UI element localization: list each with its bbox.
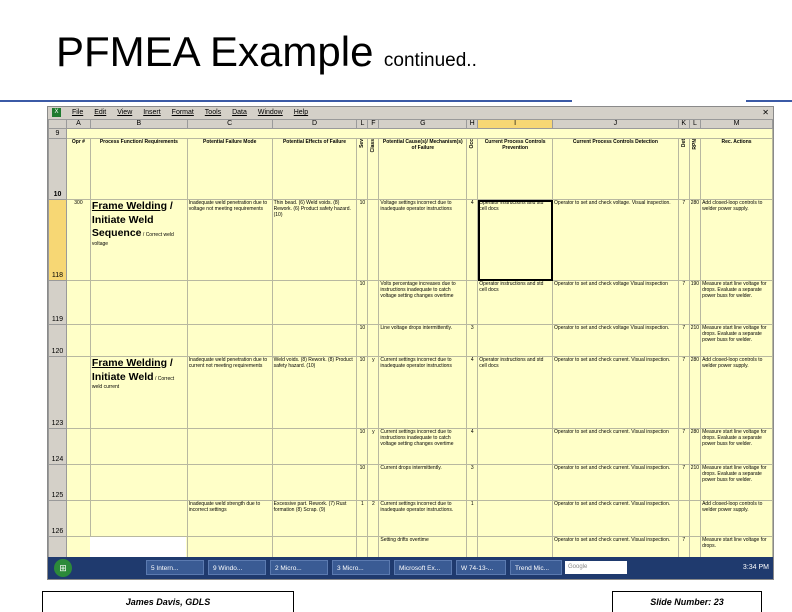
action-cell[interactable]: Add closed-loop controls to welder power supply. xyxy=(701,501,773,537)
col-header-m[interactable]: M xyxy=(701,120,773,129)
op-cell[interactable] xyxy=(66,429,90,465)
col-header-d[interactable]: D xyxy=(272,120,357,129)
table-row xyxy=(49,501,773,537)
process-function-cell[interactable] xyxy=(90,325,187,357)
header-actions[interactable]: Rec. Actions xyxy=(701,139,773,200)
column-header-row xyxy=(49,120,773,129)
sev-cell[interactable]: 10 xyxy=(357,325,368,357)
col-header-h[interactable]: H xyxy=(467,120,478,129)
start-button[interactable]: ⊞ xyxy=(54,559,72,577)
failure-mode-cell[interactable] xyxy=(187,325,272,357)
col-header-f[interactable]: F xyxy=(368,120,379,129)
row-number[interactable]: 123 xyxy=(49,357,67,429)
row-number[interactable]: 124 xyxy=(49,429,67,465)
process-function-cell[interactable] xyxy=(90,200,187,281)
cause-cell[interactable]: Volts percentage increases due to instructions inadequate to catch voltage setting changes overtime xyxy=(379,281,467,325)
taskbar-button[interactable]: Microsoft Ex... xyxy=(394,560,452,575)
table-row xyxy=(49,281,773,325)
header-occ: Occ xyxy=(469,139,476,149)
class-cell[interactable]: y xyxy=(368,429,379,465)
function-title: Frame Welding xyxy=(91,357,167,369)
taskbar-button[interactable]: 5 Intern... xyxy=(146,560,204,575)
detection-cell[interactable]: Operator to set and check voltage Visual inspection. xyxy=(553,325,679,357)
failure-mode-cell[interactable] xyxy=(187,281,272,325)
footer-slide-number: Slide Number: 23 xyxy=(612,591,762,612)
prevention-cell[interactable] xyxy=(478,501,553,537)
occ-cell[interactable]: 4 xyxy=(467,357,478,429)
det-cell[interactable]: 7 xyxy=(678,429,689,465)
effects-cell[interactable] xyxy=(272,325,357,357)
detection-cell[interactable]: Operator to set and check current. Visual inspection. xyxy=(553,537,679,567)
cause-cell[interactable]: Voltage settings incorrect due to inadequate operator instructions xyxy=(379,200,467,281)
header-rpn-cell[interactable] xyxy=(689,139,700,200)
rpn-cell[interactable]: 280 xyxy=(689,200,700,281)
occ-cell[interactable]: 4 xyxy=(467,200,478,281)
occ-cell[interactable]: 4 xyxy=(467,429,478,465)
rpn-cell[interactable]: 280 xyxy=(689,429,700,465)
select-all-corner[interactable] xyxy=(49,120,67,129)
process-function-cell[interactable] xyxy=(90,465,187,501)
header-row xyxy=(49,139,773,200)
op-cell[interactable] xyxy=(66,281,90,325)
class-cell[interactable]: y xyxy=(368,357,379,429)
occ-cell[interactable]: 3 xyxy=(467,325,478,357)
slide-title-subtitle: continued.. xyxy=(383,50,477,71)
detection-cell[interactable]: Operator to set and check current. Visual inspection. xyxy=(553,465,679,501)
header-process-function[interactable]: Process Function/ Requirements xyxy=(90,139,187,200)
process-function-cell[interactable] xyxy=(90,281,187,325)
taskbar-button[interactable]: W 74-13-... xyxy=(456,560,506,575)
header-class-cell[interactable] xyxy=(368,139,379,200)
col-header-b[interactable]: B xyxy=(90,120,187,129)
det-cell[interactable]: 7 xyxy=(678,200,689,281)
slide-title-main: PFMEA Example xyxy=(56,28,374,75)
menu-window[interactable]: Window xyxy=(257,109,283,116)
class-cell[interactable] xyxy=(368,281,379,325)
row-number[interactable]: 9 xyxy=(49,129,67,139)
sev-cell[interactable]: 1 xyxy=(357,501,368,537)
table-row xyxy=(49,200,773,281)
prevention-cell[interactable] xyxy=(478,429,553,465)
detection-cell[interactable]: Operator to set and check voltage Visual inspection xyxy=(553,281,679,325)
col-header-l[interactable]: L xyxy=(689,120,700,129)
effects-cell[interactable] xyxy=(272,429,357,465)
failure-mode-cell[interactable] xyxy=(187,429,272,465)
row-number[interactable]: 126 xyxy=(49,501,67,537)
rpn-cell[interactable]: 210 xyxy=(689,465,700,501)
class-cell[interactable] xyxy=(368,325,379,357)
det-cell[interactable]: 7 xyxy=(678,325,689,357)
cause-cell[interactable]: Current settings incorrect due to instructions inadequate to catch voltage setting changes overtime xyxy=(379,429,467,465)
header-sev: Sev xyxy=(359,139,366,148)
row-number[interactable]: 119 xyxy=(49,281,67,325)
op-cell[interactable] xyxy=(66,357,90,429)
footer-author: James Davis, GDLS xyxy=(42,591,294,612)
col-header-i[interactable]: I xyxy=(478,120,553,129)
menu-edit[interactable]: Edit xyxy=(94,109,107,116)
row-number[interactable]: 118 xyxy=(49,200,67,281)
op-cell[interactable] xyxy=(66,501,90,537)
action-cell[interactable]: Measure start line voltage for drops. Evaluate a separate power buss for welder. xyxy=(701,281,773,325)
menu-help[interactable]: Help xyxy=(293,109,309,116)
function-text: / Initiate Weld Sequence xyxy=(91,200,173,240)
col-header-g[interactable]: G xyxy=(379,120,467,129)
excel-screenshot xyxy=(47,106,774,580)
det-cell[interactable] xyxy=(678,501,689,537)
blank-overlay xyxy=(90,537,186,557)
header-detection[interactable]: Current Process Controls Detection xyxy=(553,139,679,200)
windows-taskbar xyxy=(48,557,773,579)
failure-mode-cell[interactable] xyxy=(187,465,272,501)
occ-cell[interactable] xyxy=(467,281,478,325)
action-cell[interactable]: Measure start line voltage for drops. Evaluate a separate power buss for welder. xyxy=(701,325,773,357)
process-function-cell[interactable] xyxy=(90,429,187,465)
effects-cell[interactable] xyxy=(272,281,357,325)
prevention-cell[interactable] xyxy=(478,465,553,501)
failure-mode-cell[interactable]: Inadequate weld penetration due to voltage not meeting requirements xyxy=(187,200,272,281)
sev-cell[interactable]: 10 xyxy=(357,357,368,429)
function-title: Frame Welding xyxy=(91,200,167,212)
class-cell[interactable]: 2 xyxy=(368,501,379,537)
menu-insert[interactable]: Insert xyxy=(143,109,161,116)
rpn-cell[interactable] xyxy=(689,501,700,537)
row-number[interactable]: 125 xyxy=(49,465,67,501)
det-cell[interactable]: 7 xyxy=(678,537,689,567)
detection-cell[interactable]: Operator to set and check voltage. Visual inspection. xyxy=(553,200,679,281)
header-class: Class xyxy=(370,139,377,153)
col-header-k[interactable]: K xyxy=(678,120,689,129)
title-underline-right xyxy=(746,100,792,102)
header-det-cell[interactable] xyxy=(678,139,689,200)
cause-cell[interactable]: Setting drifts overtime xyxy=(379,537,467,567)
prevention-cell[interactable] xyxy=(478,325,553,357)
rpn-cell[interactable]: 280 xyxy=(689,357,700,429)
header-det: Det xyxy=(680,139,687,148)
menu-data[interactable]: Data xyxy=(232,109,247,116)
process-function-cell[interactable] xyxy=(90,357,187,429)
table-row xyxy=(49,429,773,465)
menu-view[interactable]: View xyxy=(117,109,133,116)
sev-cell[interactable]: 10 xyxy=(357,200,368,281)
occ-cell[interactable]: 1 xyxy=(467,501,478,537)
det-cell[interactable]: 7 xyxy=(678,465,689,501)
taskbar-button[interactable]: 2 Micro... xyxy=(270,560,328,575)
menu-format[interactable]: Format xyxy=(171,109,194,116)
slide-title xyxy=(56,28,477,76)
effects-cell[interactable]: Thin bead. (6) Weld voids. (8) Rework. (6) Product safety hazard. (10) xyxy=(272,200,357,281)
failure-mode-cell[interactable]: Inadequate weld penetration due to current not meeting requirements xyxy=(187,357,272,429)
table-row xyxy=(49,325,773,357)
action-cell[interactable]: Measure start line voltage for drops. xyxy=(701,537,773,567)
menu-tools[interactable]: Tools xyxy=(204,109,222,116)
col-header-c[interactable]: C xyxy=(187,120,272,129)
function-text: / Initiate Weld xyxy=(91,357,173,383)
action-cell[interactable]: Measure start line voltage for drops. Evaluate a separate power buss for welder. xyxy=(701,465,773,501)
prevention-cell[interactable]: Operator instructions and std cell docs xyxy=(478,281,553,325)
row-number[interactable]: 120 xyxy=(49,325,67,357)
rpn-cell[interactable]: 210 xyxy=(689,325,700,357)
table-row xyxy=(49,129,773,139)
op-cell[interactable]: 300 xyxy=(66,200,90,281)
taskbar-clock: 3:34 PM xyxy=(742,564,769,571)
menu-file[interactable]: File xyxy=(71,109,84,116)
det-cell[interactable]: 7 xyxy=(678,281,689,325)
header-failure-effects[interactable]: Potential Effects of Failure xyxy=(272,139,357,200)
sev-cell[interactable]: 10 xyxy=(357,281,368,325)
excel-menubar xyxy=(48,107,773,119)
detection-cell[interactable]: Operator to set and check current. Visual inspection. xyxy=(553,501,679,537)
taskbar-button[interactable]: 3 Micro... xyxy=(332,560,390,575)
title-underline xyxy=(0,100,572,102)
function-subtext: / Correct weld voltage xyxy=(91,232,174,247)
class-cell[interactable] xyxy=(368,200,379,281)
detection-cell[interactable]: Operator to set and check current. Visual inspection. xyxy=(553,357,679,429)
rpn-cell[interactable]: 190 xyxy=(689,281,700,325)
cause-cell[interactable]: Current settings incorrect due to inadequate operator instructions. xyxy=(379,501,467,537)
pfmea-grid xyxy=(48,119,773,567)
function-subtext: / Correct weld current xyxy=(91,375,175,391)
header-rpn: RPN xyxy=(691,139,698,150)
taskbar-button[interactable]: 9 Windo... xyxy=(208,560,266,575)
table-row xyxy=(49,357,773,429)
detection-cell[interactable]: Operator to set and check current. Visual inspection xyxy=(553,429,679,465)
header-causes[interactable]: Potential Cause(s)/ Mechanism(s) of Failure xyxy=(379,139,467,200)
effects-cell[interactable]: Excessive part. Rework. (7) Rust formation (8) Scrap. (9) xyxy=(272,501,357,537)
blank-row-cell xyxy=(66,129,772,139)
det-cell[interactable]: 7 xyxy=(678,357,689,429)
table-row xyxy=(49,465,773,501)
action-cell[interactable]: Measure start line voltage for drops. Evaluate a separate power buss for welder. xyxy=(701,429,773,465)
row-number[interactable]: 10 xyxy=(49,139,67,200)
col-header-e[interactable]: L xyxy=(357,120,368,129)
excel-app-icon: X xyxy=(52,108,61,117)
failure-mode-cell[interactable]: Inadequate weld strength due to incorrect settings xyxy=(187,501,272,537)
occ-cell[interactable]: 3 xyxy=(467,465,478,501)
header-prevention[interactable]: Current Process Controls Prevention xyxy=(478,139,553,200)
prevention-cell[interactable]: Operator instructions and std cell docs xyxy=(478,357,553,429)
class-cell[interactable] xyxy=(368,465,379,501)
prevention-cell-selected[interactable]: Operator instructions and std cell docs xyxy=(478,200,553,281)
header-failure-mode[interactable]: Potential Failure Mode xyxy=(187,139,272,200)
col-header-a[interactable]: A xyxy=(66,120,90,129)
action-cell[interactable]: Add closed-loop controls to welder power supply. xyxy=(701,200,773,281)
taskbar-search-input[interactable]: Google xyxy=(565,561,627,574)
effects-cell[interactable] xyxy=(272,465,357,501)
cause-cell[interactable]: Current settings incorrect due to inadequate operator instructions xyxy=(379,357,467,429)
header-op[interactable]: Opr # xyxy=(66,139,90,200)
action-cell[interactable]: Add closed-loop controls to welder power supply. xyxy=(701,357,773,429)
effects-cell[interactable]: Weld voids. (8) Rework. (8) Product safety hazard. (10) xyxy=(272,357,357,429)
taskbar-button[interactable]: Trend Mic... xyxy=(510,560,562,575)
col-header-j[interactable]: J xyxy=(553,120,679,129)
op-cell[interactable] xyxy=(66,325,90,357)
process-function-cell[interactable] xyxy=(90,501,187,537)
op-cell[interactable] xyxy=(66,465,90,501)
cause-cell[interactable]: Line voltage drops intermittently. xyxy=(379,325,467,357)
sev-cell[interactable]: 10 xyxy=(357,429,368,465)
header-occ-cell[interactable] xyxy=(467,139,478,200)
header-sev-cell[interactable] xyxy=(357,139,368,200)
sev-cell[interactable]: 10 xyxy=(357,465,368,501)
cause-cell[interactable]: Current drops intermittently. xyxy=(379,465,467,501)
window-close-icon[interactable]: ✕ xyxy=(762,108,769,117)
